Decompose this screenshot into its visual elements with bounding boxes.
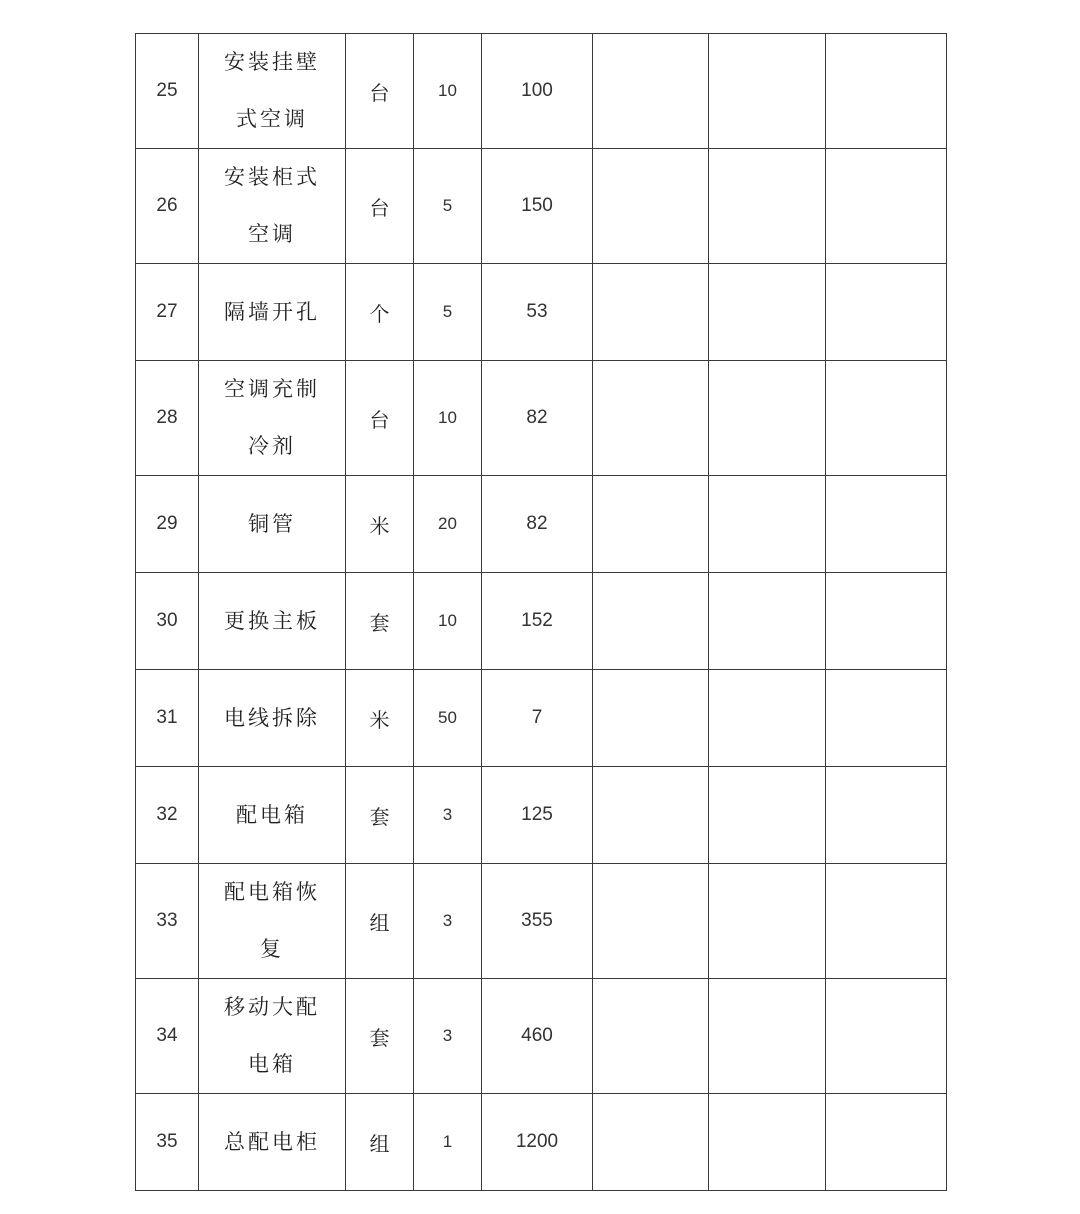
blank-cell (709, 670, 826, 767)
blank-cell (826, 573, 947, 670)
item-quantity: 10 (414, 361, 482, 476)
item-price: 460 (482, 979, 593, 1094)
table-row (136, 476, 947, 573)
table-row (136, 864, 947, 979)
blank-cell (709, 573, 826, 670)
table-body (136, 34, 947, 1191)
blank-cell (826, 476, 947, 573)
blank-cell (826, 979, 947, 1094)
item-number: 35 (136, 1094, 199, 1191)
item-unit: 台 (346, 361, 414, 476)
item-unit: 米 (346, 476, 414, 573)
blank-cell (709, 1094, 826, 1191)
item-quantity: 3 (414, 864, 482, 979)
item-unit: 套 (346, 979, 414, 1094)
item-price: 152 (482, 573, 593, 670)
blank-cell (709, 476, 826, 573)
item-unit: 套 (346, 573, 414, 670)
item-price: 7 (482, 670, 593, 767)
item-number: 33 (136, 864, 199, 979)
blank-cell (709, 767, 826, 864)
blank-cell (593, 767, 709, 864)
item-price: 82 (482, 476, 593, 573)
table-row (136, 979, 947, 1094)
item-number: 31 (136, 670, 199, 767)
item-price: 100 (482, 34, 593, 149)
blank-cell (593, 361, 709, 476)
blank-cell (709, 361, 826, 476)
item-number: 28 (136, 361, 199, 476)
blank-cell (593, 476, 709, 573)
blank-cell (593, 1094, 709, 1191)
blank-cell (826, 1094, 947, 1191)
item-price: 125 (482, 767, 593, 864)
blank-cell (709, 149, 826, 264)
blank-cell (826, 34, 947, 149)
blank-cell (826, 361, 947, 476)
item-name: 配电箱恢复 (224, 880, 320, 961)
item-number: 34 (136, 979, 199, 1094)
blank-cell (709, 864, 826, 979)
item-name: 隔墙开孔 (224, 299, 320, 324)
item-name: 总配电柜 (224, 1129, 320, 1154)
price-table (135, 33, 947, 1191)
table-row (136, 1094, 947, 1191)
blank-cell (593, 864, 709, 979)
item-quantity: 3 (414, 979, 482, 1094)
blank-cell (826, 264, 947, 361)
item-name: 安装挂壁式空调 (224, 50, 320, 131)
table-row (136, 264, 947, 361)
blank-cell (593, 670, 709, 767)
item-unit: 组 (346, 1094, 414, 1191)
table-row (136, 767, 947, 864)
item-unit: 组 (346, 864, 414, 979)
blank-cell (593, 573, 709, 670)
item-quantity: 20 (414, 476, 482, 573)
item-price: 1200 (482, 1094, 593, 1191)
blank-cell (593, 264, 709, 361)
item-price: 53 (482, 264, 593, 361)
blank-cell (593, 34, 709, 149)
item-number: 26 (136, 149, 199, 264)
item-name: 空调充制冷剂 (224, 377, 320, 458)
blank-cell (593, 149, 709, 264)
table-row (136, 573, 947, 670)
item-name: 安装柜式空调 (224, 165, 320, 246)
blank-cell (709, 979, 826, 1094)
item-unit: 个 (346, 264, 414, 361)
blank-cell (826, 149, 947, 264)
blank-cell (709, 34, 826, 149)
table-row (136, 34, 947, 149)
item-price: 150 (482, 149, 593, 264)
item-number: 27 (136, 264, 199, 361)
item-number: 32 (136, 767, 199, 864)
item-number: 25 (136, 34, 199, 149)
item-unit: 台 (346, 149, 414, 264)
item-number: 30 (136, 573, 199, 670)
item-unit: 米 (346, 670, 414, 767)
item-quantity: 3 (414, 767, 482, 864)
item-quantity: 5 (414, 264, 482, 361)
table-row (136, 361, 947, 476)
blank-cell (826, 864, 947, 979)
item-quantity: 5 (414, 149, 482, 264)
item-unit: 套 (346, 767, 414, 864)
blank-cell (593, 979, 709, 1094)
blank-cell (709, 264, 826, 361)
item-name: 更换主板 (224, 608, 320, 633)
item-price: 82 (482, 361, 593, 476)
blank-cell (826, 767, 947, 864)
item-name: 电线拆除 (224, 705, 320, 730)
item-name: 配电箱 (236, 802, 308, 827)
item-name: 移动大配电箱 (224, 995, 320, 1076)
item-quantity: 10 (414, 573, 482, 670)
table-row (136, 149, 947, 264)
blank-cell (826, 670, 947, 767)
item-quantity: 50 (414, 670, 482, 767)
item-number: 29 (136, 476, 199, 573)
item-quantity: 1 (414, 1094, 482, 1191)
item-quantity: 10 (414, 34, 482, 149)
item-name: 铜管 (248, 511, 296, 536)
item-price: 355 (482, 864, 593, 979)
table-row (136, 670, 947, 767)
item-unit: 台 (346, 34, 414, 149)
